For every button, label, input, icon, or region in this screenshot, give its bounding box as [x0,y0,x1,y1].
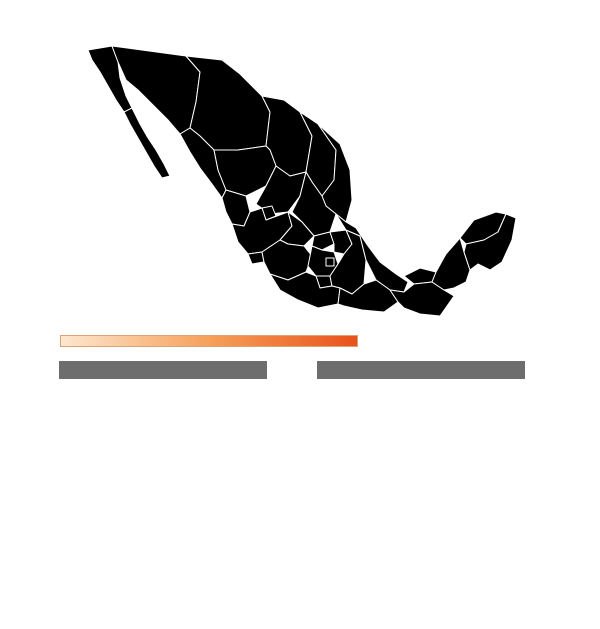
table-header-row [317,361,525,379]
incidence-table-right [317,361,525,379]
incidence-table-left [59,361,267,379]
state-baja-california-sur [124,108,170,178]
mexico-choropleth-map [80,44,530,324]
incidence-column-header [421,361,525,379]
state-sonora [112,46,200,134]
state-ciudad-de-mexico [326,258,334,266]
entity-column-header [59,361,163,379]
table-header-row [59,361,267,379]
entity-column-header [317,361,421,379]
scale-gradient-bar [60,335,358,347]
incidence-column-header [163,361,267,379]
state-campeche [432,238,470,290]
state-colima [248,252,264,264]
